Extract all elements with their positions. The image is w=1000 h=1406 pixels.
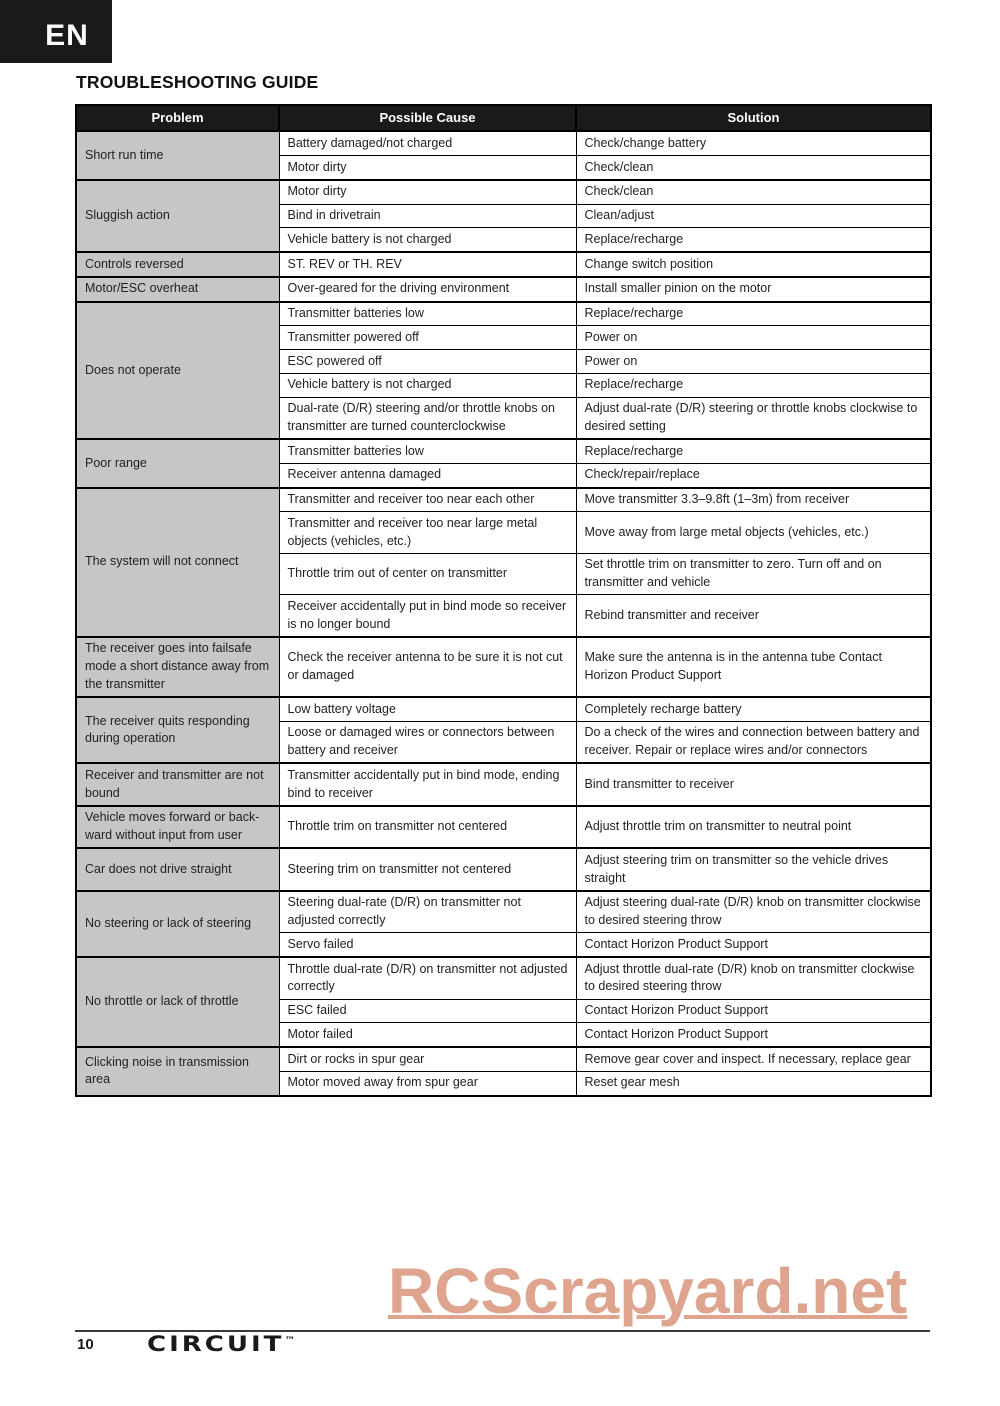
solution-cell: Reset gear mesh: [576, 1071, 931, 1095]
table-row: [76, 277, 931, 302]
solution-cell: Bind transmitter to receiver: [576, 763, 931, 806]
problem-cell: Motor/ESC overheat: [76, 277, 279, 302]
problem-cell: Sluggish action: [76, 180, 279, 252]
cause-cell: Receiver accidentally put in bind mode so receiver is no longer bound: [279, 595, 576, 637]
cause-cell: Loose or damaged wires or connectors between battery and receiver: [279, 721, 576, 763]
cause-cell: ESC powered off: [279, 350, 576, 374]
cause-cell: Transmitter powered off: [279, 326, 576, 350]
table-row: [76, 439, 931, 463]
cause-cell: Transmitter and receiver too near each other: [279, 488, 576, 512]
watermark: RCScrapyard.net: [388, 1255, 908, 1327]
solution-cell: Set throttle trim on transmitter to zero. Turn off and on transmitter and vehicle: [576, 553, 931, 595]
problem-cell: Car does not drive straight: [76, 848, 279, 891]
solution-cell: Adjust dual-rate (D/R) steering or throttle knobs clockwise to desired setting: [576, 397, 931, 439]
brand-logo-text: CIRCUIT: [147, 1332, 285, 1357]
cause-cell: Bind in drivetrain: [279, 204, 576, 228]
solution-cell: Adjust steering trim on transmitter so the vehicle drives straight: [576, 848, 931, 891]
problem-cell: The receiver goes into failsafe mode a short distance away from the transmitter: [76, 637, 279, 697]
language-badge: [0, 0, 112, 63]
solution-cell: Completely recharge battery: [576, 697, 931, 721]
page-title: TROUBLESHOOTING GUIDE: [76, 72, 319, 92]
trademark-symbol: ™: [284, 1334, 296, 1346]
cause-cell: Low battery voltage: [279, 697, 576, 721]
table-row: [76, 848, 931, 891]
solution-cell: Replace/recharge: [576, 373, 931, 397]
cause-cell: Transmitter batteries low: [279, 439, 576, 463]
solution-cell: Move away from large metal objects (vehicles, etc.): [576, 512, 931, 554]
solution-cell: Remove gear cover and inspect. If necessary, replace gear: [576, 1047, 931, 1071]
cause-cell: Transmitter accidentally put in bind mode, ending bind to receiver: [279, 763, 576, 806]
cause-cell: Throttle trim out of center on transmitter: [279, 553, 576, 595]
table-row: [76, 488, 931, 512]
solution-cell: Move transmitter 3.3–9.8ft (1–3m) from receiver: [576, 488, 931, 512]
solution-cell: Make sure the antenna is in the antenna tube Contact Horizon Product Support: [576, 637, 931, 697]
column-header-solution: Solution: [576, 105, 931, 131]
problem-cell: No steering or lack of steering: [76, 891, 279, 957]
cause-cell: Over-geared for the driving environment: [279, 277, 576, 302]
cause-cell: Vehicle battery is not charged: [279, 373, 576, 397]
problem-cell: The system will not connect: [76, 488, 279, 637]
cause-cell: Dual-rate (D/R) steering and/or throttle knobs on transmitter are turned counterclockwise: [279, 397, 576, 439]
table-row: [76, 637, 931, 697]
problem-cell: No throttle or lack of throttle: [76, 957, 279, 1047]
problem-cell: Vehicle moves forward or backward without input from user: [76, 806, 279, 849]
cause-cell: Dirt or rocks in spur gear: [279, 1047, 576, 1071]
solution-cell: Adjust throttle trim on transmitter to neutral point: [576, 806, 931, 849]
problem-cell: Poor range: [76, 439, 279, 488]
table-row: [76, 252, 931, 277]
table-row: [76, 697, 931, 721]
cause-cell: Throttle dual-rate (D/R) on transmitter not adjusted correctly: [279, 957, 576, 999]
cause-cell: ST. REV or TH. REV: [279, 252, 576, 277]
table-body: [76, 131, 931, 1095]
cause-cell: Throttle trim on transmitter not centered: [279, 806, 576, 849]
solution-cell: Contact Horizon Product Support: [576, 1023, 931, 1047]
problem-cell: Receiver and transmitter are not bound: [76, 763, 279, 806]
column-header-possible-cause: Possible Cause: [279, 105, 576, 131]
cause-cell: Steering trim on transmitter not centered: [279, 848, 576, 891]
solution-cell: Replace/recharge: [576, 439, 931, 463]
cause-cell: Servo failed: [279, 933, 576, 957]
table-row: [76, 302, 931, 326]
table-row: [76, 131, 931, 155]
cause-cell: Receiver antenna damaged: [279, 463, 576, 487]
problem-cell: The receiver quits responding during operation: [76, 697, 279, 763]
cause-cell: Vehicle battery is not charged: [279, 228, 576, 252]
solution-cell: Power on: [576, 326, 931, 350]
solution-cell: Adjust throttle dual-rate (D/R) knob on transmitter clockwise to desired steering throw: [576, 957, 931, 999]
table-header-row: [76, 105, 931, 131]
solution-cell: Clean/adjust: [576, 204, 931, 228]
table-row: [76, 957, 931, 999]
solution-cell: Contact Horizon Product Support: [576, 933, 931, 957]
brand-logo: [147, 1332, 295, 1357]
solution-cell: Rebind transmitter and receiver: [576, 595, 931, 637]
solution-cell: Contact Horizon Product Support: [576, 999, 931, 1023]
solution-cell: Replace/recharge: [576, 302, 931, 326]
cause-cell: Steering dual-rate (D/R) on transmitter not adjusted correctly: [279, 891, 576, 933]
solution-cell: Do a check of the wires and connection between battery and receiver. Repair or replace wires and/or connectors: [576, 721, 931, 763]
table-row: [76, 180, 931, 204]
solution-cell: Check/change battery: [576, 131, 931, 155]
cause-cell: Transmitter and receiver too near large metal objects (vehicles, etc.): [279, 512, 576, 554]
cause-cell: Battery damaged/not charged: [279, 131, 576, 155]
cause-cell: Motor dirty: [279, 156, 576, 180]
cause-cell: Motor dirty: [279, 180, 576, 204]
cause-cell: Motor failed: [279, 1023, 576, 1047]
troubleshooting-table-wrap: [75, 104, 930, 1097]
cause-cell: ESC failed: [279, 999, 576, 1023]
page-number: 10: [77, 1336, 94, 1353]
cause-cell: Check the receiver antenna to be sure it is not cut or damaged: [279, 637, 576, 697]
table-row: [76, 763, 931, 806]
table-row: [76, 891, 931, 933]
language-badge-label: EN: [45, 18, 89, 52]
solution-cell: Power on: [576, 350, 931, 374]
solution-cell: Adjust steering dual-rate (D/R) knob on transmitter clockwise to desired steering throw: [576, 891, 931, 933]
cause-cell: Motor moved away from spur gear: [279, 1071, 576, 1095]
solution-cell: Check/clean: [576, 156, 931, 180]
problem-cell: Short run time: [76, 131, 279, 180]
solution-cell: Replace/recharge: [576, 228, 931, 252]
solution-cell: Check/clean: [576, 180, 931, 204]
column-header-problem: Problem: [76, 105, 279, 131]
table-row: [76, 1047, 931, 1071]
solution-cell: Change switch position: [576, 252, 931, 277]
solution-cell: Install smaller pinion on the motor: [576, 277, 931, 302]
problem-cell: Does not operate: [76, 302, 279, 440]
troubleshooting-table: [75, 104, 932, 1097]
problem-cell: Controls reversed: [76, 252, 279, 277]
solution-cell: Check/repair/replace: [576, 463, 931, 487]
table-row: [76, 806, 931, 849]
problem-cell: Clicking noise in transmission area: [76, 1047, 279, 1096]
cause-cell: Transmitter batteries low: [279, 302, 576, 326]
